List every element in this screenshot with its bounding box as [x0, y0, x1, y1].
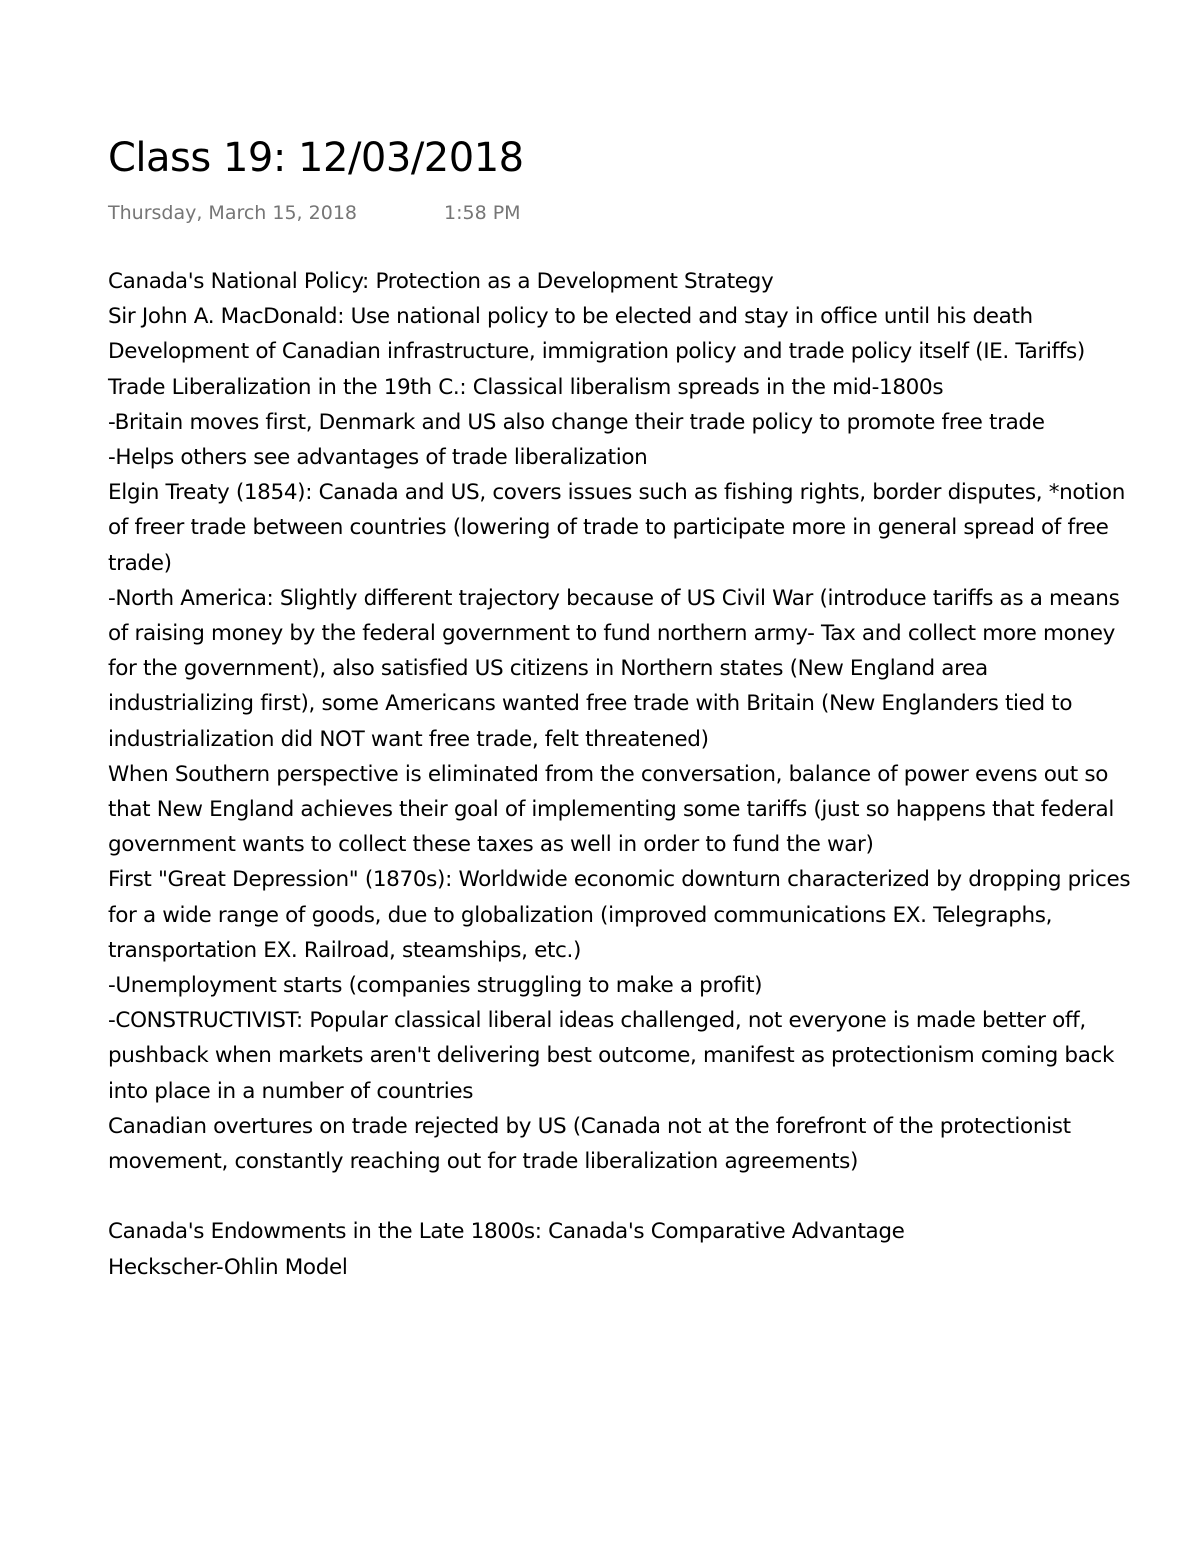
note-paragraph: First "Great Depression" (1870s): Worldwide economic downturn characterized by dropping prices for a wide range of goods, due to globalization (improved communications EX. Telegraphs, transportation EX. Railroad, steamships, etc.) — [108, 867, 1131, 963]
note-body[interactable] — [108, 264, 1138, 1285]
note-paragraph: Canadian overtures on trade rejected by US (Canada not at the forefront of the protectionist movement, constantly reaching out for trade liberalization agreements) — [108, 1113, 1071, 1175]
page-timestamp — [108, 200, 521, 226]
page-time: 1:58 PM — [444, 202, 521, 224]
note-paragraph: -CONSTRUCTIVIST: Popular classical liberal ideas challenged, not everyone is made better off, pushback when markets aren't delivering best outcome, manifest as protectionism coming back into place in a number of countries — [108, 1008, 1115, 1104]
section-heading: Canada's Endowments in the Late 1800s: Canada's Comparative Advantage — [108, 1219, 905, 1245]
note-paragraph: -Britain moves first, Denmark and US also change their trade policy to promote free trade — [108, 409, 1045, 435]
page-date: Thursday, March 15, 2018 — [108, 202, 357, 224]
note-paragraph: -Unemployment starts (companies struggling to make a profit) — [108, 973, 763, 999]
note-paragraph: When Southern perspective is eliminated from the conversation, balance of power evens out so that New England achieves their goal of implementing some tariffs (just so happens that federal government wants to collect these taxes as well in order to fund the war) — [108, 761, 1114, 858]
page-title: Class 19: 12/03/2018 — [108, 135, 524, 181]
note-paragraph: Elgin Treaty (1854): Canada and US, covers issues such as fishing rights, border disputes, *notion of freer trade between countries (lowering of trade to participate more in general spread of free trade) — [108, 480, 1125, 576]
note-paragraph: Trade Liberalization in the 19th C.: Classical liberalism spreads in the mid-1800s — [108, 374, 944, 400]
note-paragraph: -North America: Slightly different trajectory because of US Civil War (introduce tariffs as a means of raising money by the federal government to fund northern army- Tax and collect more money for the government), also satisfied US citizens in Northern states (New England area industrializing first), some Americans wanted free trade with Britain (New Englanders tied to industrialization did NOT want free trade, felt threatened) — [108, 585, 1120, 752]
note-paragraph: Development of Canadian infrastructure, immigration policy and trade policy itself (IE. Tariffs) — [108, 339, 1085, 365]
note-paragraph: Sir John A. MacDonald: Use national policy to be elected and stay in office until his death — [108, 304, 1033, 330]
note-paragraph: Canada's National Policy: Protection as a Development Strategy — [108, 269, 774, 294]
note-paragraph: -Helps others see advantages of trade liberalization — [108, 445, 648, 471]
section-subheading: Heckscher-Ohlin Model — [108, 1254, 348, 1280]
blank-line — [108, 1179, 1138, 1214]
